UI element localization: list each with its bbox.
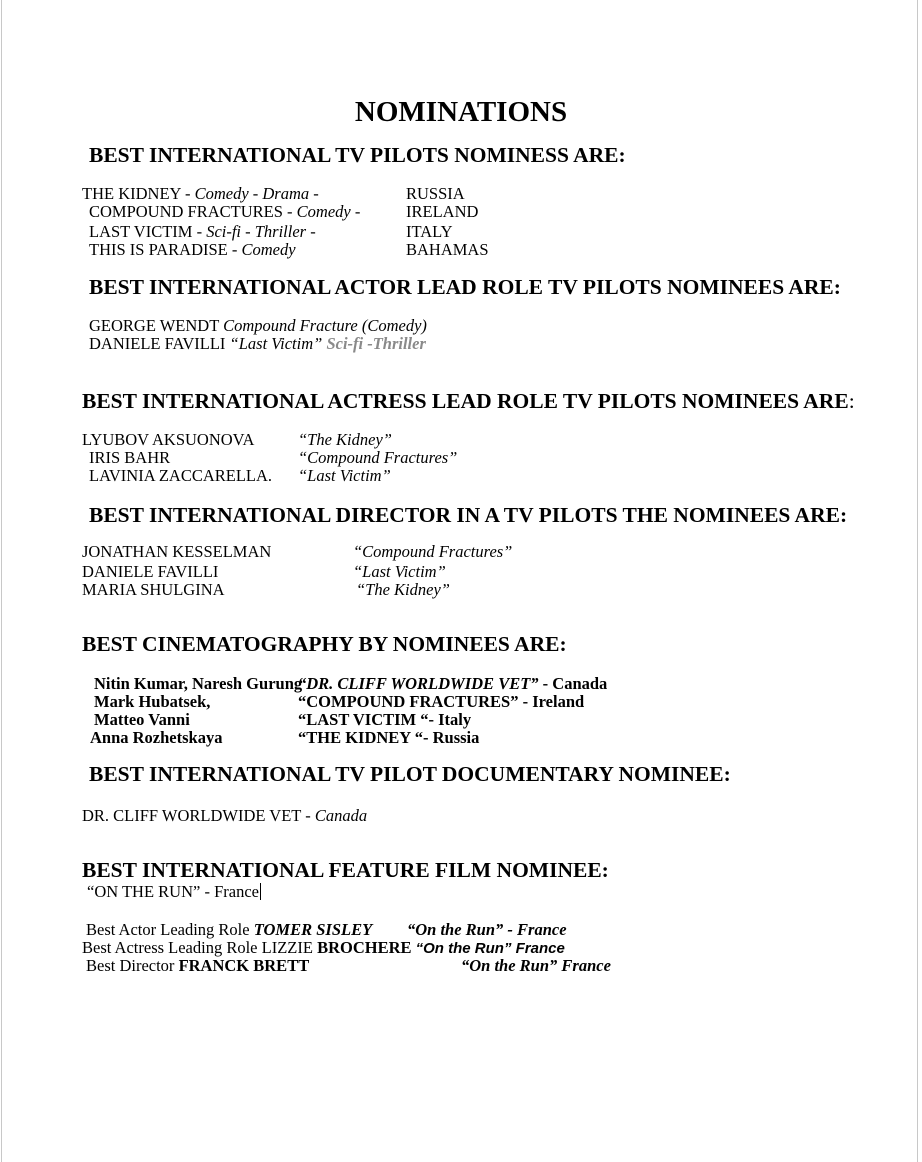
pilot-name: COMPOUND FRACTURES - (89, 202, 297, 221)
cinematography-country: - Ireland (518, 692, 585, 711)
cinematography-name: Anna Rozhetskaya (90, 728, 223, 747)
feature-director-row (86, 957, 309, 975)
document-title: NOMINATIONS (354, 96, 568, 128)
actor-heading: BEST INTERNATIONAL ACTOR LEAD ROLE TV PILOTS NOMINEES ARE: (89, 275, 841, 299)
actress-work: “The Kidney” (298, 430, 392, 449)
actor-row (89, 335, 426, 353)
pilot-row (89, 203, 360, 221)
documentary-title: DR. CLIFF WORLDWIDE VET - (82, 806, 315, 825)
cinematography-work: “DR. CLIFF WORLDWIDE VET” (298, 674, 539, 693)
feature-director-name: FRANCK BRETT (178, 956, 310, 975)
actress-name: IRIS BAHR (89, 448, 171, 467)
cinematography-country: - Canada (538, 674, 608, 693)
feature-actor-name: TOMER SISLEY (253, 920, 373, 939)
page-edge-left (1, 0, 2, 1162)
pilots-heading: BEST INTERNATIONAL TV PILOTS NOMINESS ARE: (89, 143, 626, 167)
cinematography-name: Mark Hubatsek, (94, 692, 211, 711)
actress-work: “Last Victim” (298, 466, 391, 485)
director-name: MARIA SHULGINA (82, 580, 225, 599)
feature-director-label: Best Director (86, 956, 179, 975)
pilot-genre: Comedy - (296, 202, 361, 221)
cinematography-row (298, 693, 584, 711)
pilot-name: THIS IS PARADISE - (89, 240, 242, 259)
feature-actress-work: “On the Run” France (415, 940, 565, 957)
director-name: DANIELE FAVILLI (82, 562, 219, 581)
actor-name: GEORGE WENDT (89, 316, 224, 335)
pilot-genre: Sci-fi - Thriller - (206, 222, 316, 241)
actor-work: “Last Victim” (229, 334, 327, 353)
cinematography-row (298, 675, 607, 693)
pilot-country: RUSSIA (406, 184, 465, 203)
pilot-country: BAHAMAS (406, 240, 489, 259)
pilot-genre: Comedy - Drama - (194, 184, 319, 203)
pilot-country: ITALY (406, 222, 453, 241)
cinematography-name: Nitin Kumar, Naresh Gurung (94, 674, 303, 693)
director-work: “The Kidney” (356, 580, 450, 599)
actor-row (89, 317, 427, 335)
cinematography-heading: BEST CINEMATOGRAPHY BY NOMINEES ARE: (82, 632, 567, 656)
actor-name: DANIELE FAVILLI (89, 334, 230, 353)
actress-name: LYUBOV AKSUONOVA (82, 430, 255, 449)
documentary-heading: BEST INTERNATIONAL TV PILOT DOCUMENTARY NOMINEE: (89, 762, 731, 786)
cinematography-work: “LAST VICTIM “ (298, 710, 429, 729)
cinematography-row (298, 711, 471, 729)
documentary-row (82, 807, 367, 825)
cinematography-country: - Italy (428, 710, 472, 729)
actress-heading-text: BEST INTERNATIONAL ACTRESS LEAD ROLE TV PILOTS NOMINEES ARE (82, 389, 849, 413)
actress-heading (82, 389, 855, 413)
feature-director-work: “On the Run” France (461, 956, 611, 975)
pilot-name: LAST VICTIM - (89, 222, 207, 241)
cinematography-name: Matteo Vanni (94, 710, 190, 729)
actress-name: LAVINIA ZACCARELLA. (89, 466, 273, 485)
cinematography-work: “COMPOUND FRACTURES” (298, 692, 519, 711)
feature-film-line[interactable] (87, 883, 261, 901)
page-edge-right (917, 0, 918, 1162)
actor-work: Compound Fracture (Comedy) (223, 316, 427, 335)
pilot-name: THE KIDNEY - (82, 184, 195, 203)
feature-heading: BEST INTERNATIONAL FEATURE FILM NOMINEE: (82, 858, 609, 882)
pilot-row (82, 185, 319, 203)
pilot-country: IRELAND (406, 202, 479, 221)
feature-film: “ON THE RUN” - France (87, 882, 259, 901)
cinematography-country: - Russia (423, 728, 480, 747)
feature-actor-label: Best Actor Leading Role (86, 920, 254, 939)
text-cursor (260, 883, 261, 900)
documentary-country: Canada (314, 806, 368, 825)
feature-actress-name: BROCHERE (317, 938, 412, 957)
actress-work: “Compound Fractures” (298, 448, 458, 467)
pilot-genre: Comedy (241, 240, 296, 259)
feature-actor-work: “On the Run” - France (407, 920, 567, 939)
cinematography-row (298, 729, 479, 747)
cinematography-work: “THE KIDNEY “ (298, 728, 423, 747)
actress-heading-colon: : (848, 389, 855, 413)
actor-genre: Sci-fi -Thriller (326, 334, 426, 353)
director-heading: BEST INTERNATIONAL DIRECTOR IN A TV PILOTS THE NOMINEES ARE: (89, 503, 848, 527)
director-name: JONATHAN KESSELMAN (82, 542, 272, 561)
feature-actor-row (86, 921, 372, 939)
feature-actress-label: Best Actress Leading Role LIZZIE (82, 938, 318, 957)
director-work: “Last Victim” (353, 562, 446, 581)
director-work: “Compound Fractures” (353, 542, 513, 561)
pilot-row (89, 223, 316, 241)
pilot-row (89, 241, 296, 259)
